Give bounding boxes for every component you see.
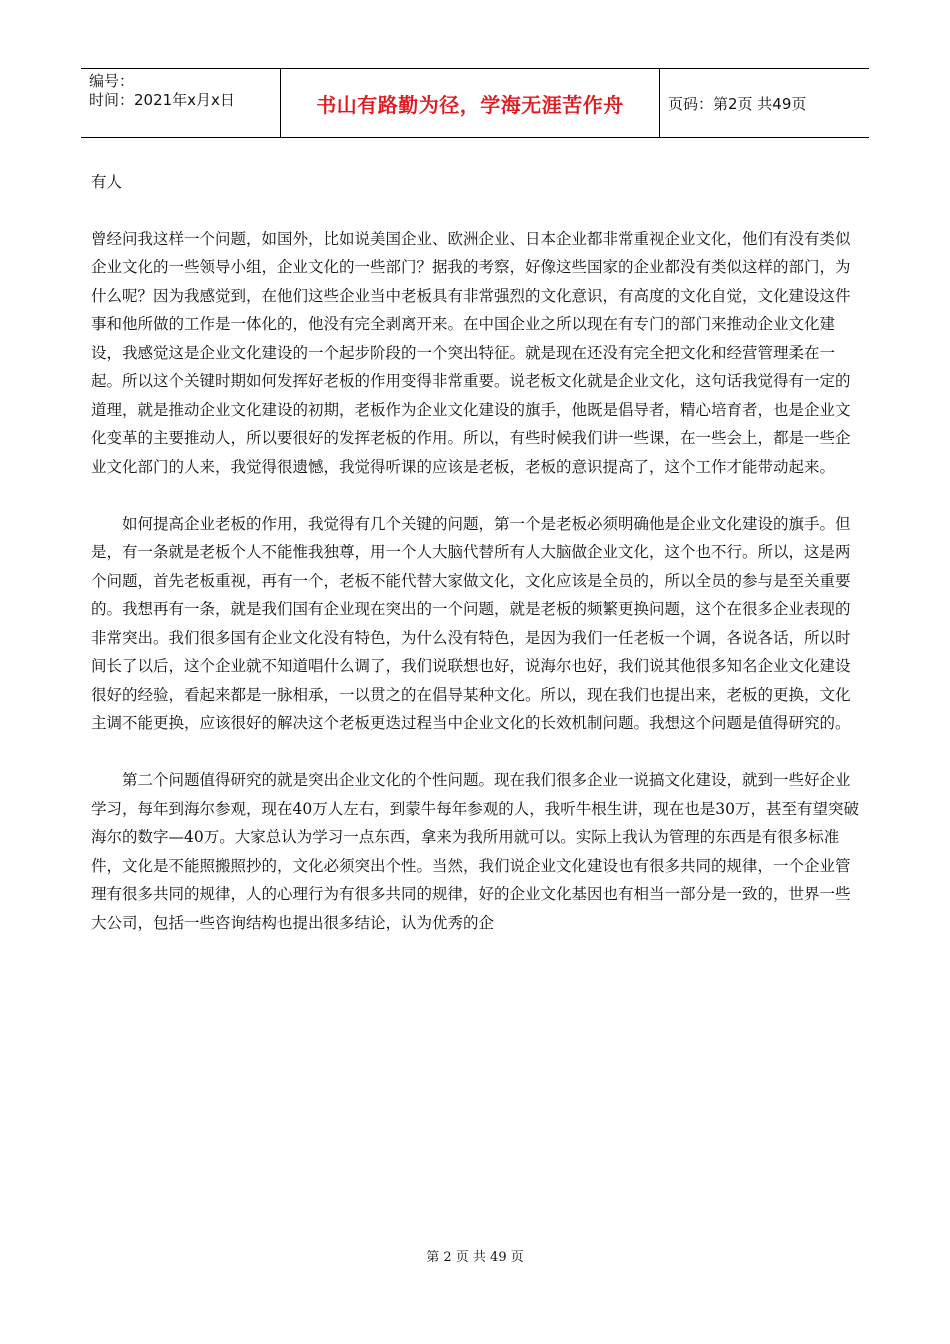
header-left-cell [81, 69, 281, 137]
paragraph-2: 曾经问我这样一个问题，如国外，比如说美国企业、欧洲企业、日本企业都非常重视企业文化，他们有没有类似企业文化的一些领导小组，企业文化的一些部门？据我的考察，好像这些国家的企业都没有类似这样的部门，为什么呢？因为我感觉到，在他们这些企业当中老板具有非常强烈的文化意识，有高度的文化自觉，文化建设这件事和他所做的工作是一体化的，他没有完全剥离开来。在中国企业之所以现在有专门的部门来推动企业文化建设，我感觉这是企业文化建设的一个起步阶段的一个突出特征。就是现在还没有完全把文化和经营管理柔在一起。所以这个关键时期如何发挥好老板的作用变得非常重要。说老板文化就是企业文化，这句话我觉得有一定的道理，就是推动企业文化建设的初期，老板作为企业文化建设的旗手，他既是倡导者，精心培育者，也是企业文化变革的主要推动人，所以要很好的发挥老板的作用。所以，有些时候我们讲一些课，在一些会上，都是一些企业文化部门的人来，我觉得很遗憾，我觉得听课的应该是老板，老板的意识提高了，这个工作才能带动起来。 [91, 229, 851, 476]
header-table [81, 68, 869, 138]
date-label: 时间：2021年x月x日 [89, 91, 235, 109]
paragraph-4: 第二个问题值得研究的就是突出企业文化的个性问题。现在我们很多企业一说搞文化建设，就到一些好企业学习，每年到海尔参观，现在40万人左右，到蒙牛每年参观的人，我听牛根生讲，现在也是30万，甚至有望突破海尔的数字—40万。大家总认为学习一点东西，拿来为我所用就可以。实际上我认为管理的东西是有很多标准件，文化是不能照搬照抄的，文化必须突出个性。当然，我们说企业文化建设也有很多共同的规律，一个企业管理有很多共同的规律，人的心理行为有很多共同的规律，好的企业文化基因也有相当一部分是一致的，世界一些大公司，包括一些咨询结构也提出很多结论，认为优秀的企 [91, 771, 859, 932]
paragraph-3: 如何提高企业老板的作用，我觉得有几个关键的问题，第一个是老板必须明确他是企业文化建设的旗手。但是，有一条就是老板个人不能惟我独尊，用一个人大脑代替所有人大脑做企业文化，这个也不行。所以，这是两个问题，首先老板重视，再有一个，老板不能代替大家做文化，文化应该是全员的，所以全员的参与是至关重要的。我想再有一条，就是我们国有企业现在突出的一个问题，就是老板的频繁更换问题，这个在很多企业表现的非常突出。我们很多国有企业文化没有特色，为什么没有特色，是因为我们一任老板一个调，各说各话，所以时间长了以后，这个企业就不知道唱什么调了，我们说联想也好，说海尔也好，我们说其他很多知名企业文化建设很好的经验，看起来都是一脉相承，一以贯之的在倡导某种文化。所以，现在我们也提出来，老板的更换，文化主调不能更换，应该很好的解决这个老板更迭过程当中企业文化的长效机制问题。我想这个问题是值得研究的。 [91, 514, 851, 732]
number-label: 编号： [89, 72, 135, 90]
header-page-label: 页码：第2页 共49页 [668, 94, 807, 113]
body-text [91, 168, 859, 937]
paragraph-1: 有人 [91, 173, 123, 191]
header-motto: 书山有路勤为径，学海无涯苦作舟 [281, 69, 660, 137]
page-footer: 第 2 页 共 49 页 [426, 1250, 524, 1265]
